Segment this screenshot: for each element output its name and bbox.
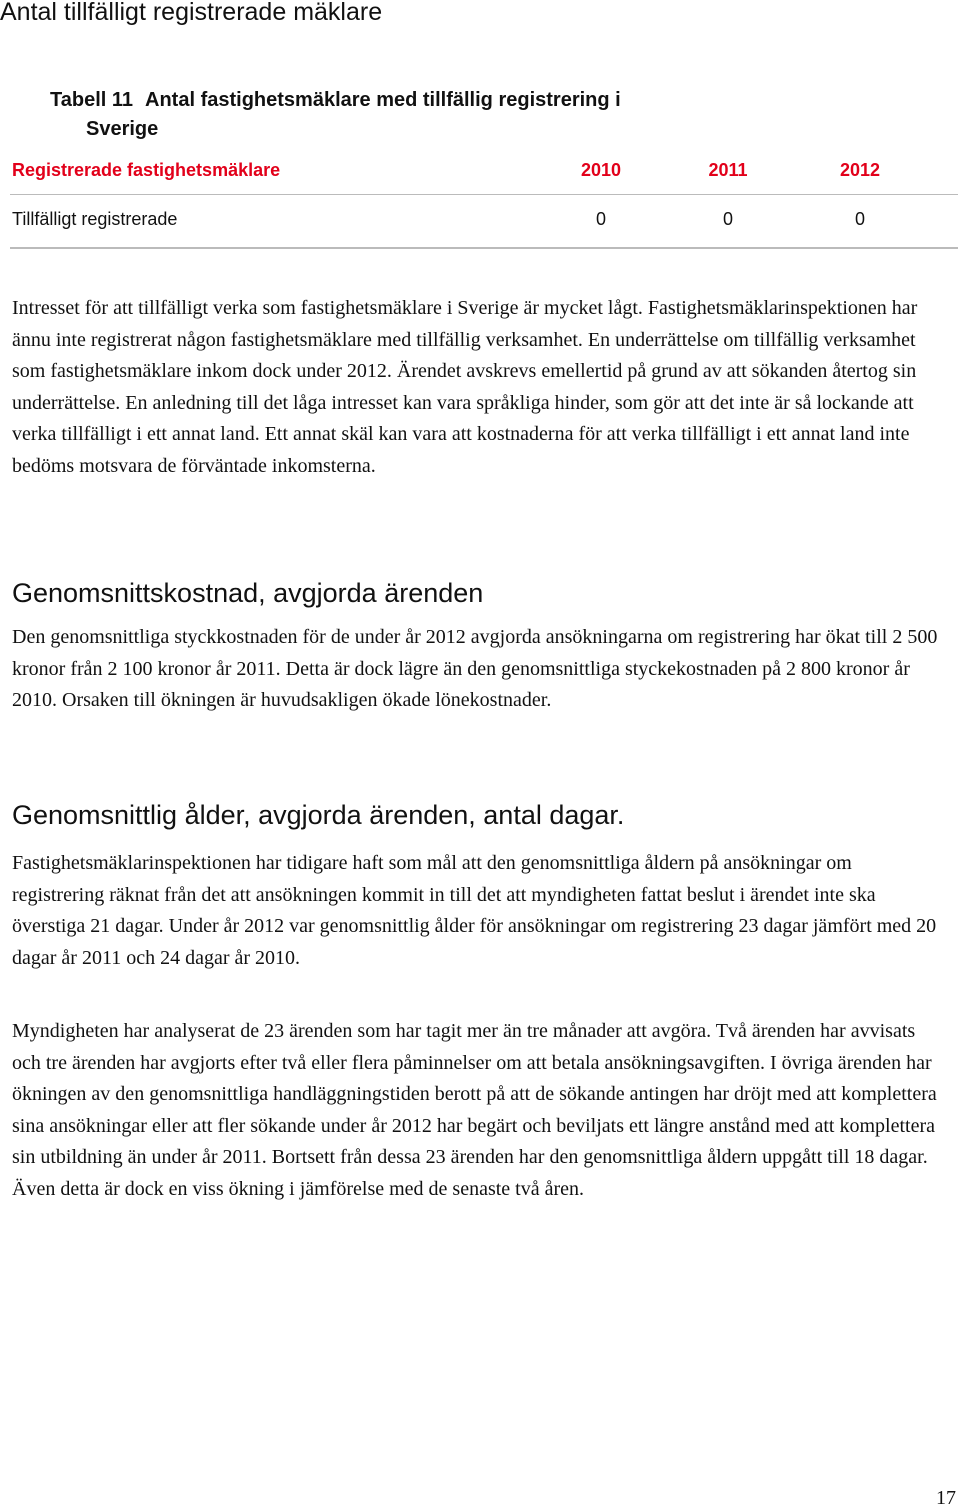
table-cell: Tillfälligt registrerade <box>12 209 178 229</box>
table-cell: 0 <box>854 209 865 229</box>
section-heading: Genomsnittskostnad, avgjorda ärenden <box>12 578 484 608</box>
page-title: Antal tillfälligt registrerade mäklare <box>0 0 383 26</box>
section-heading: Genomsnittlig ålder, avgjorda ärenden, antal dagar. <box>12 800 625 830</box>
table-caption-number: Tabell 11 <box>50 89 134 111</box>
table-caption <box>50 86 910 144</box>
body-paragraph: Den genomsnittliga styckkostnaden för de under år 2012 avgjorda ansökningarna om registrering har ökat till 2 500 kronor från 2 100 kronor år 2011. Detta är dock lägre än den genomsnittliga styckekostnaden på 2 800 kronor år 2010. Orsaken till ökningen är huvudsakligen ökade lönekostnader. <box>12 626 938 711</box>
body-paragraph: Fastighetsmäklarinspektionen har tidigare haft som mål att den genomsnittliga åldern på ansökningar om registrering räknat från det att ansökningen kommit in till det att myndigheten fattat beslut i ärendet inte ska överstiga 21 dagar. Under år 2012 var genomsnittlig ålder för ansökningar om registrering 23 dagar jämfört med 20 dagar år 2011 och 24 dagar år 2010. <box>12 852 937 969</box>
page-number: 17 <box>936 1487 956 1509</box>
body-paragraph: Intresset för att tillfälligt verka som fastighetsmäklare i Sverige är mycket lågt. Fastighetsmäklarinspektionen har ännu inte registrerat någon fastighetsmäklare med tillfällig verksamhet. En underrättelse om tillfällig verksamhet som fastighetsmäklare inkom dock under 2012. Ärendet avskrevs emellertid på grund av att sökanden återtog sin underrättelse. En anledning till det låga intresset kan vara språkliga hinder, som gör att det inte är så lockande att verka tillfälligt i ett annat land. Ett annat skäl kan vara att kostnaderna för att verka tillfälligt i ett annat land inte bedöms motsvara de förväntade inkomsterna. <box>12 297 918 477</box>
table-header-cell: 2012 <box>839 160 881 180</box>
table-caption-text: Antal fastighetsmäklare med tillfällig registrering i <box>145 89 621 111</box>
table-header-cell: 2010 <box>580 160 622 180</box>
table-header-cell: 2011 <box>708 160 748 180</box>
registration-table <box>10 148 958 241</box>
table-cell: 0 <box>722 209 733 229</box>
table-bottom-rule <box>10 247 958 249</box>
table-cell: 0 <box>595 209 606 229</box>
body-paragraph: Myndigheten har analyserat de 23 ärenden som har tagit mer än tre månader att avgöra. Två ärenden har avvisats och tre ärenden har avgjorts efter två eller flera påminnelser om att betala ansökningsavgiften. I övriga ärenden har ökningen av den genomsnittliga handläggningstiden berott på att de sökande antingen har dröjt med att komplettera sina ansökningar eller att fler sökande under år 2012 har begärt och beviljats ett längre anstånd med att komplettera sin utbildning än under år 2011. Bortsett från dessa 23 ärenden har den genomsnittliga åldern uppgått till 18 dagar. Även detta är dock en viss ökning i jämförelse med de senaste två åren. <box>12 1020 937 1200</box>
table-row <box>10 195 958 241</box>
table-caption-text-continued: Sverige <box>86 118 159 140</box>
table-header-row <box>10 148 958 195</box>
table-header-cell: Registrerade fastighetsmäklare <box>12 160 281 180</box>
